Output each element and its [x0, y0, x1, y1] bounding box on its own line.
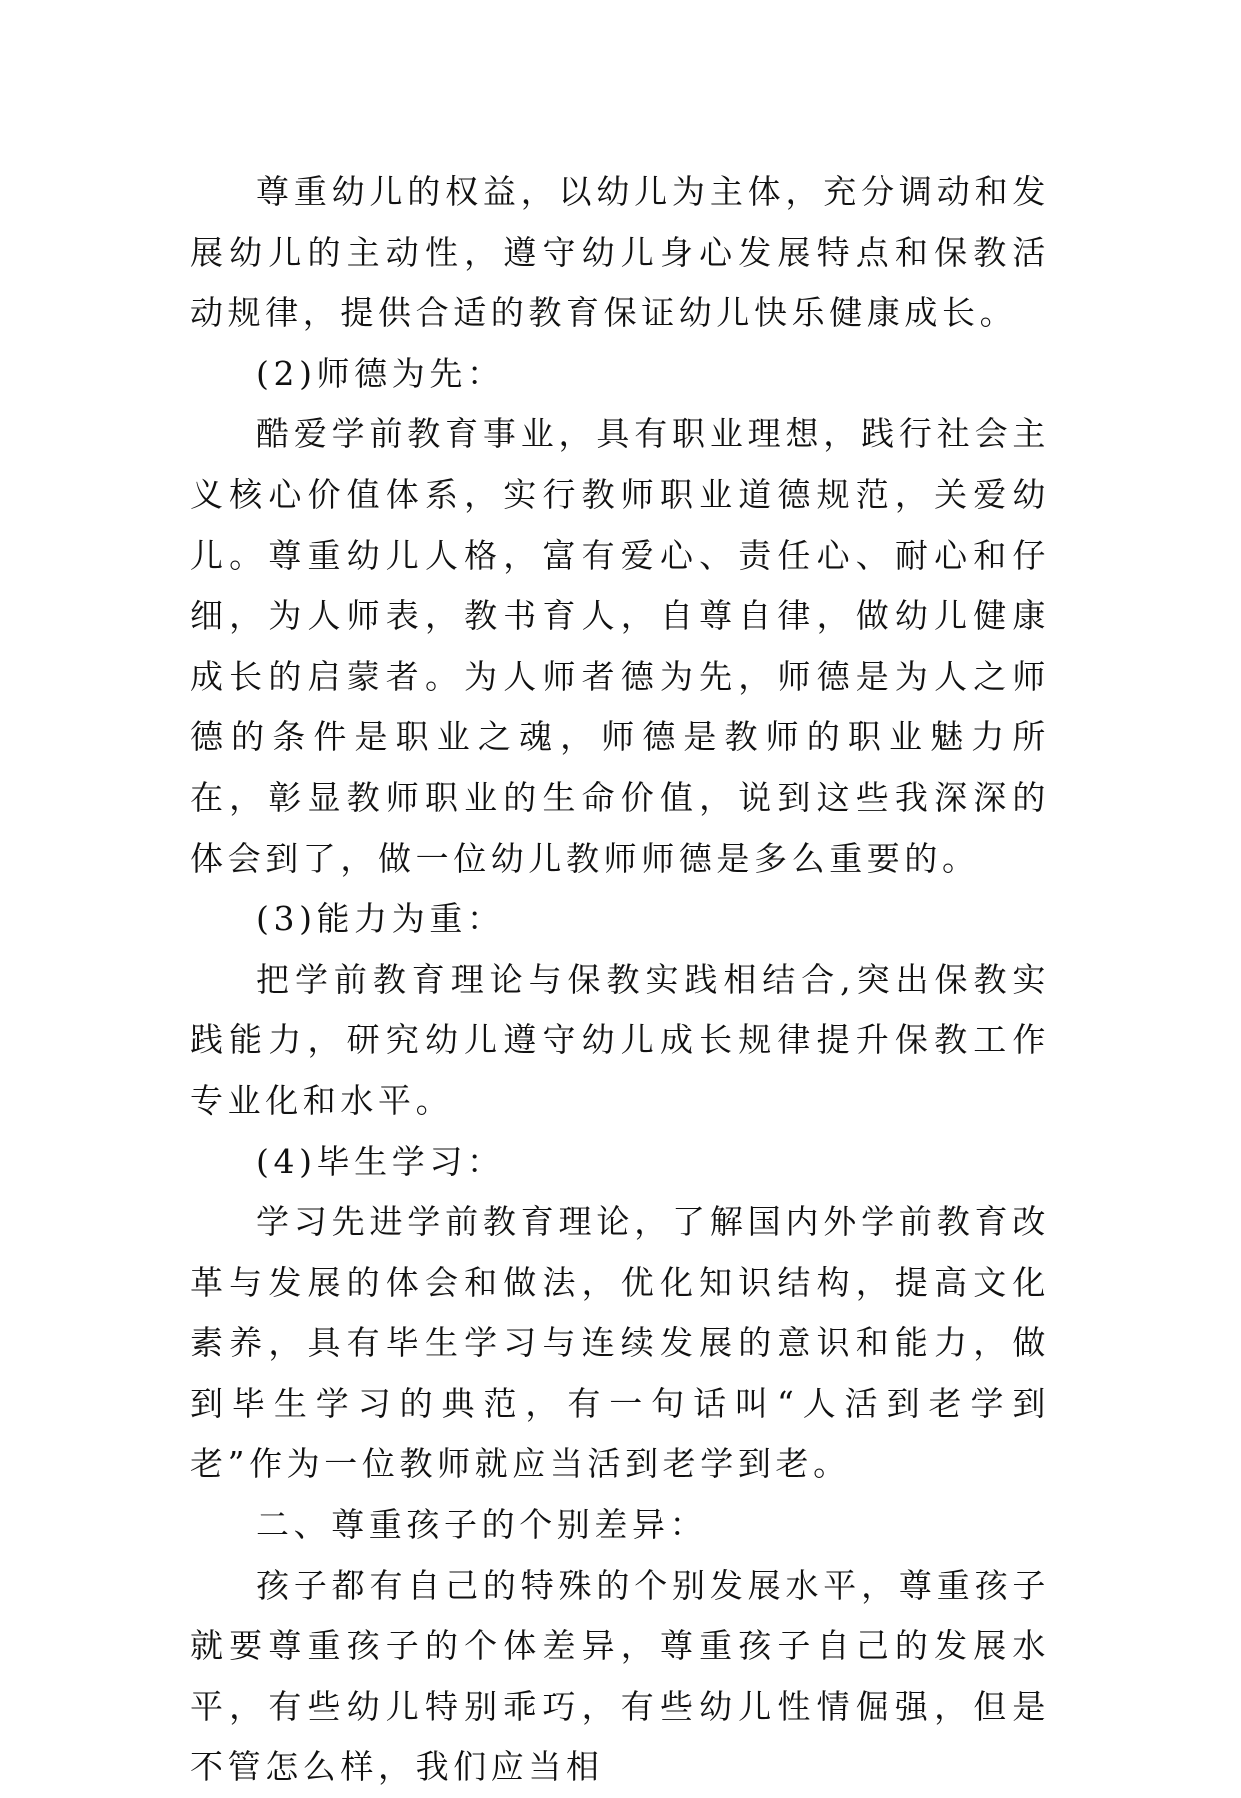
heading-teacher-ethics: (2)师德为先：	[256, 353, 505, 393]
paragraph-respect-rights: 尊重幼儿的权益，以幼儿为主体，充分调动和发展幼儿的主动性，遵守幼儿身心发展特点和保教活动规律，提供合适的教育保证幼儿快乐健康成长。	[190, 172, 1050, 333]
heading-ability: (3)能力为重：	[256, 899, 505, 939]
paragraph-individual-differences: 孩子都有自己的特殊的个别发展水平，尊重孩子就要尊重孩子的个体差异，尊重孩子自己的发展水平，有些幼儿特别乖巧，有些幼儿性情倔强，但是不管怎么样，我们应当相	[190, 1565, 1050, 1787]
heading-lifelong-learning: (4)毕生学习：	[256, 1141, 505, 1181]
document-body	[190, 162, 1050, 1798]
paragraph-ability: 把学前教育理论与保教实践相结合,突出保教实践能力，研究幼儿遵守幼儿成长规律提升保教工作专业化和水平。	[190, 959, 1050, 1120]
paragraph-lifelong-learning: 学习先进学前教育理论，了解国内外学前教育改革与发展的体会和做法，优化知识结构，提高文化素养，具有毕生学习与连续发展的意识和能力，做到毕生学习的典范，有一句话叫“人活到老学到老”作为一位教师就应当活到老学到老。	[190, 1202, 1050, 1484]
heading-individual-differences: 二、尊重孩子的个别差异：	[256, 1505, 708, 1545]
paragraph-teacher-ethics: 酷爱学前教育事业，具有职业理想，践行社会主义核心价值体系，实行教师职业道德规范，关爱幼儿。尊重幼儿人格，富有爱心、责任心、耐心和仔细，为人师表，教书育人，自尊自律，做幼儿健康成长的启蒙者。为人师者德为先，师德是为人之师德的条件是职业之魂，师德是教师的职业魅力所在，彰显教师职业的生命价值，说到这些我深深的体会到了，做一位幼儿教师师德是多么重要的。	[190, 414, 1050, 878]
